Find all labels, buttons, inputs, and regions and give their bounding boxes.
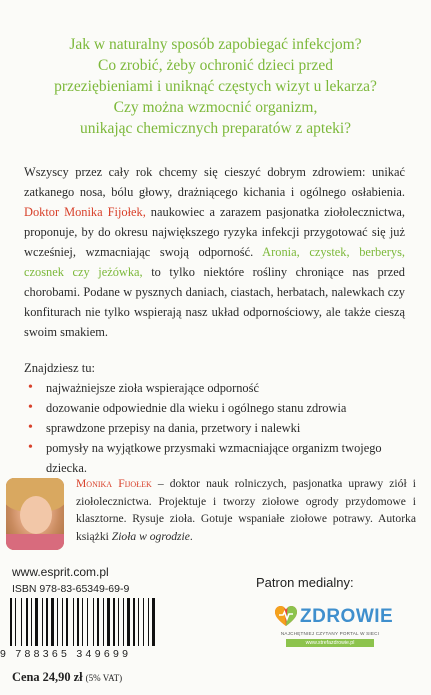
barcode-bar	[87, 598, 88, 646]
barcode-bar	[113, 598, 115, 646]
barcode-bar	[107, 598, 110, 646]
barcode-bar	[140, 598, 142, 646]
author-bio-text: – doktor nauk rolniczych, pasjonatka uprawy ziół i ziołolecznictwa. Projektuje i tworzy ziołowe ogrody przydomowe i klasztorne. Rysuje zioła. Gotuje wspaniałe ziołowe potrawy. Autorka książki	[76, 477, 416, 543]
find-title: Znajdziesz tu:	[24, 361, 95, 375]
barcode-bar	[136, 598, 137, 646]
price	[12, 670, 122, 685]
price-vat: (5% VAT)	[85, 673, 123, 683]
barcode-bar	[118, 598, 119, 646]
barcode-bar	[103, 598, 104, 646]
barcode-bar	[145, 598, 147, 646]
barcode-bar	[80, 598, 81, 646]
barcode-bar	[69, 598, 72, 646]
barcode-bar	[23, 598, 25, 646]
zdrowie-url: www.strefazdrowie.pl	[286, 639, 374, 647]
barcode-bar	[49, 598, 50, 646]
barcode-bar	[97, 598, 99, 646]
barcode-bar	[62, 598, 63, 646]
heart-icon	[274, 605, 298, 627]
barcode-bar	[35, 598, 38, 646]
barcode-bar	[26, 598, 28, 646]
author-name: Monika Fijołek	[76, 477, 152, 490]
question-line: Jak w naturalny sposób zapobiegać infekcjom?	[69, 36, 362, 53]
question-line: Czy można wzmocnić organizm,	[113, 99, 318, 116]
question-line: unikając chemicznych preparatów z apteki?	[79, 120, 352, 137]
barcode-bar	[150, 598, 151, 646]
author-photo	[6, 478, 64, 550]
barcode-bar	[42, 598, 43, 646]
book-title: Zioła w ogrodzie	[111, 529, 190, 543]
author-highlight: Doktor Monika Fijołek,	[24, 205, 146, 219]
barcode-bar	[77, 598, 79, 646]
barcode-bar	[131, 598, 132, 646]
barcode	[10, 598, 190, 646]
barcode-bar	[82, 598, 83, 646]
barcode-bar	[111, 598, 112, 646]
barcode-bar	[84, 598, 86, 646]
barcode-digits: 9 788365 349699	[0, 648, 132, 660]
barcode-bar	[73, 598, 74, 646]
barcode-bar	[89, 598, 92, 646]
list-item: • sprawdzone przepisy na dania, przetwory i nalewki	[28, 418, 398, 438]
patron-label: Patron medialny:	[256, 575, 354, 590]
intro-text: naukowiec a zarazem pasjonatka ziołolecznictwa, proponuje, by do okresu największego ryzyka infekcji przygotować się już wcześniej, wzmacniając swoją odporność.	[24, 205, 405, 259]
barcode-bar	[33, 598, 34, 646]
barcode-bar	[116, 598, 117, 646]
barcode-bar	[17, 598, 20, 646]
barcode-bar	[10, 598, 12, 646]
plants-highlight: Aronia, czystek, berberys, czosnek czy jeżówka,	[24, 245, 405, 279]
barcode-bar	[127, 598, 130, 646]
barcode-bar	[51, 598, 54, 646]
barcode-bar	[120, 598, 122, 646]
question-line: przeziębieniami i uniknąć częstych wizyt u lekarza?	[54, 78, 377, 95]
barcode-bar	[39, 598, 41, 646]
barcode-bar	[13, 598, 14, 646]
intro-text: to tylko niektóre rośliny chroniące nas przed chorobami. Podane w pysznych daniach, ciastach, herbatach, nalewkach czy konfiturach nie tylko wspierają nasz układ odpornościowy, ale także cieszą swoim smakiem.	[24, 265, 405, 339]
barcode-bar	[75, 598, 76, 646]
barcode-bar	[44, 598, 45, 646]
cover-questions	[14, 34, 417, 139]
barcode-bar	[105, 598, 106, 646]
barcode-bar	[64, 598, 65, 646]
barcode-bar	[31, 598, 32, 646]
barcode-bar	[21, 598, 22, 646]
barcode-bar	[66, 598, 68, 646]
barcode-bar	[138, 598, 139, 646]
barcode-bar	[133, 598, 135, 646]
list-item: • dozowanie odpowiednie dla wieku i ogólnego stanu zdrowia	[28, 398, 398, 418]
barcode-bar	[59, 598, 61, 646]
barcode-bar	[93, 598, 94, 646]
zdrowie-tagline: NAJCHĘTNIEJ CZYTANY PORTAL W SIECI	[280, 631, 380, 636]
barcode-bar	[95, 598, 96, 646]
author-bio: Monika Fijołek – doktor nauk rolniczych, pasjonatka uprawy ziół i ziołolecznictwa. Projektuje i tworzy ziołowe ogrody przydomowe i klasztorne. Rysuje zioła. Gotuje wspaniałe ziołowe potrawy. Autorka książki Zioła w ogrodzie.	[76, 477, 416, 543]
isbn: ISBN 978-83-65349-69-9	[12, 583, 130, 595]
barcode-bar	[125, 598, 126, 646]
feature-list	[28, 378, 398, 478]
intro-text: Wszyscy przez cały rok chcemy się cieszyć dobrym zdrowiem: unikać zatkanego nosa, bólu głowy, drażniącego kichania i ogólnego osłabienia.	[24, 165, 405, 199]
list-item: • pomysły na wyjątkowe przysmaki wzmacniające organizm twojego dziecka.	[28, 438, 398, 478]
barcode-bar	[123, 598, 124, 646]
zdrowie-wordmark: ZDROWIE	[300, 606, 394, 627]
barcode-bar	[46, 598, 48, 646]
price-label: Cena 24,90 zł	[12, 670, 83, 684]
question-line: Co zrobić, żeby ochronić dzieci przed	[98, 57, 333, 74]
barcode-bar	[156, 598, 158, 646]
barcode-bar	[55, 598, 56, 646]
barcode-bar	[148, 598, 149, 646]
barcode-bar	[29, 598, 30, 646]
barcode-bar	[15, 598, 16, 646]
intro-paragraph	[24, 162, 405, 342]
barcode-bar	[152, 598, 155, 646]
list-item: • najważniejsze zioła wspierające odporność	[28, 378, 398, 398]
barcode-bar	[100, 598, 102, 646]
publisher-website: www.esprit.com.pl	[12, 565, 109, 579]
barcode-bar	[143, 598, 144, 646]
zdrowie-logo	[274, 603, 394, 659]
barcode-bar	[57, 598, 58, 646]
